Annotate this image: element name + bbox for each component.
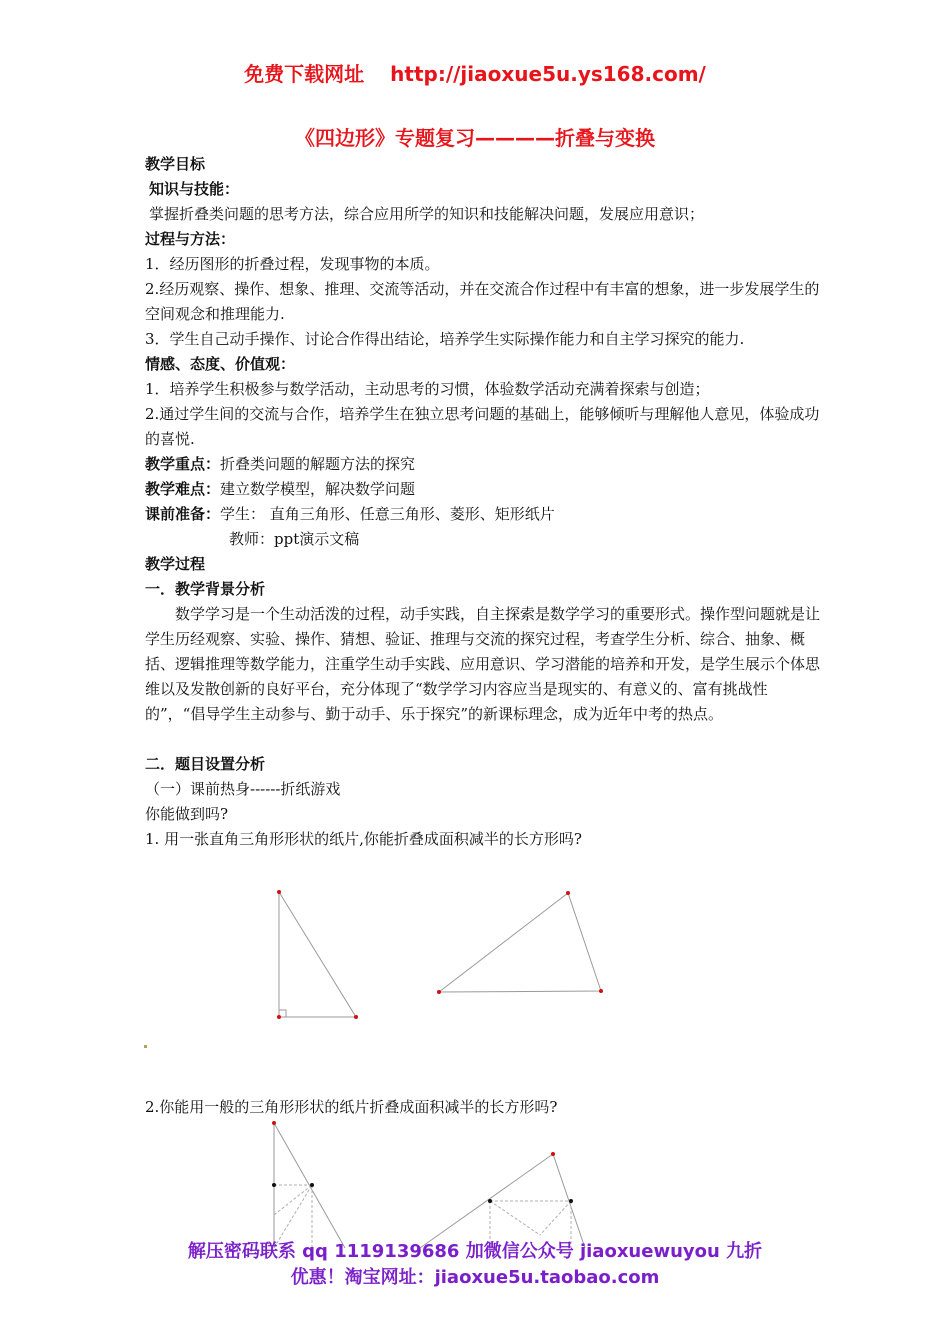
knowledge-text: 掌握折叠类问题的思考方法，综合应用所学的知识和技能解决问题，发展应用意识； [149, 205, 705, 223]
figure-1-triangles [0, 880, 950, 1050]
spacer [145, 727, 825, 752]
teaching-process-heading: 教学过程 [145, 555, 206, 573]
section1-text: 数学学习是一个生动活泼的过程，动手实践，自主探索是数学学习的重要形式。操作型问题就是让学生历经观察、实验、操作、猜想、验证、推理与交流的探究过程，考查学生分析、综合、抽象、概括、逻辑推理等数学能力，注重学生动手实践、应用意识、学习潜能的培养和开发，是学生展示个体思维以及发散创新的良好平台，充分体现了“数学学习内容应当是现实的、有意义的、富有挑战性的”，“倡导学生主动参与、勤于动手、乐于探究”的新课标理念，成为近年中考的热点。 [145, 605, 821, 723]
header-link-line [0, 58, 950, 87]
goals-heading: 教学目标 [145, 155, 206, 173]
difficulty-line [145, 477, 825, 502]
footer-line-2[interactable]: 优惠！淘宝网址：jiaoxue5u.taobao.com [290, 1267, 660, 1288]
warmup-line: （一）课前热身------折纸游戏 [145, 780, 341, 798]
focus-label: 教学重点： [145, 455, 221, 473]
emotion-item: 1．培养学生积极参与数学活动，主动思考的习惯，体验数学活动充满着探索与创造； [145, 380, 710, 398]
question-2: 2.你能用一般的三角形形状的纸片折叠成面积减半的长方形吗? [145, 1098, 558, 1116]
difficulty-label: 教学难点： [145, 480, 221, 498]
process-method-heading: 过程与方法： [145, 230, 236, 248]
folded-general-triangle [420, 1152, 585, 1248]
header-label: 免费下载网址 [244, 62, 365, 86]
question-line: 你能做到吗? [145, 805, 229, 823]
footer-notice [0, 1239, 950, 1291]
process-item: 3．学生自己动手操作、讨论合作得出结论，培养学生实际操作能力和自主学习探究的能力. [145, 330, 745, 348]
prep-teacher: 教师：ppt演示文稿 [229, 530, 360, 548]
difficulty-text: 建立数学模型，解决数学问题 [220, 480, 416, 498]
focus-text: 折叠类问题的解题方法的探究 [220, 455, 416, 473]
knowledge-heading: 知识与技能： [149, 180, 240, 198]
emotion-item: 2.通过学生间的交流与合作，培养学生在独立思考问题的基础上，能够倾听与理解他人意见，体验成功的喜悦. [145, 405, 820, 448]
footer-line-1: 解压密码联系 qq 1119139686 加微信公众号 jiaoxuewuyou 九折 [187, 1241, 763, 1262]
prep-line [145, 502, 825, 527]
section2-heading: 二．题目设置分析 [145, 755, 266, 773]
process-item: 1．经历图形的折叠过程，发现事物的本质。 [145, 255, 440, 273]
document-body [145, 152, 825, 852]
emotion-heading: 情感、态度、价值观： [145, 355, 296, 373]
header-url-link[interactable]: http://jiaoxue5u.ys168.com/ [390, 62, 706, 86]
right-triangle [277, 890, 358, 1019]
document-title: 《四边形》专题复习————折叠与变换 [295, 126, 655, 150]
prep-label: 课前准备： [145, 505, 221, 523]
question-1: 1. 用一张直角三角形形状的纸片,你能折叠成面积减半的长方形吗? [145, 830, 582, 848]
folded-right-triangle [272, 1121, 345, 1248]
focus-line [145, 452, 825, 477]
figure-2-folded-triangles [0, 1115, 950, 1250]
process-item: 2.经历观察、操作、想象、推理、交流等活动，并在交流合作过程中有丰富的想象，进一步发展学生的空间观念和推理能力. [145, 280, 820, 323]
general-triangle [437, 891, 603, 994]
prep-student: 学生： 直角三角形、任意三角形、菱形、矩形纸片 [220, 505, 555, 523]
section1-heading: 一．教学背景分析 [145, 580, 266, 598]
